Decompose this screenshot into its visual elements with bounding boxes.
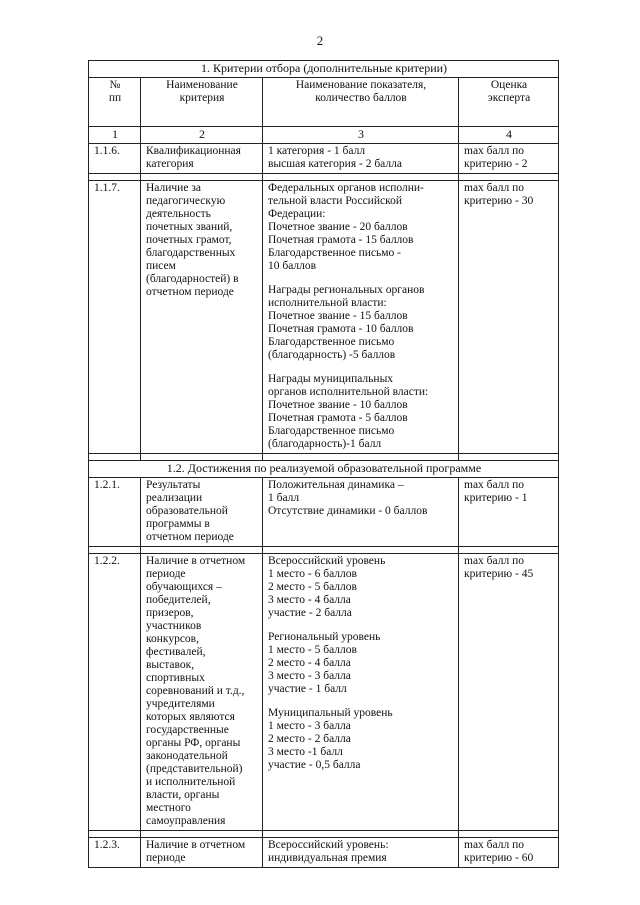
column-number: 3: [263, 127, 459, 144]
expert-score: max балл по критерию - 30: [459, 181, 559, 454]
column-number: 4: [459, 127, 559, 144]
spacer-cell: [141, 831, 263, 838]
criterion-name: Квалификационная категория: [141, 144, 263, 174]
column-number: 1: [89, 127, 141, 144]
section-title: 1.2. Достижения по реализуемой образовательной программе: [89, 461, 559, 478]
criterion-name: Наличие в отчетном периоде: [141, 838, 263, 868]
section-header-2: [89, 461, 559, 478]
criterion-name: Наличие за педагогическую деятельность почетных званий, почетных грамот, благодарственных писем (благодарностей) в отчетном периоде: [141, 181, 263, 454]
row-spacer: [89, 454, 559, 461]
indicator-paragraph: Федеральных органов исполни- тельной власти Российской Федерации: Почетное звание - 20 баллов Почетная грамота - 15 баллов Благодарственное письмо - 10 баллов: [268, 182, 424, 272]
header-indicator: Наименование показателя, количество баллов: [263, 78, 459, 127]
spacer-cell: [459, 454, 559, 461]
indicator-cell: [263, 554, 459, 831]
indicator-paragraph: 1 категория - 1 балл высшая категория - 2 балла: [268, 145, 402, 170]
expert-score: max балл по критерию - 2: [459, 144, 559, 174]
row-number: 1.1.6.: [89, 144, 141, 174]
row-number: 1.2.1.: [89, 478, 141, 547]
indicator-cell: [263, 181, 459, 454]
section-header-1: [89, 61, 559, 78]
indicator-cell: [263, 838, 459, 868]
row-spacer: [89, 174, 559, 181]
criteria-row: [89, 554, 559, 831]
row-number: 1.2.3.: [89, 838, 141, 868]
column-number-row: [89, 127, 559, 144]
spacer-cell: [459, 547, 559, 554]
indicator-cell: [263, 144, 459, 174]
indicator-paragraph: Муниципальный уровень 1 место - 3 балла 2 место - 2 балла 3 место -1 балл участие - 0,5 балла: [268, 707, 393, 771]
indicator-paragraph: Положительная динамика – 1 балл Отсутствие динамики - 0 баллов: [268, 479, 428, 517]
expert-score: max балл по критерию - 60: [459, 838, 559, 868]
spacer-cell: [141, 174, 263, 181]
spacer-cell: [89, 831, 141, 838]
column-number: 2: [141, 127, 263, 144]
spacer-cell: [89, 174, 141, 181]
spacer-cell: [141, 547, 263, 554]
indicator-paragraph: Награды региональных органов исполнительной власти: Почетное звание - 15 баллов Почетная грамота - 10 баллов Благодарственное письмо (благодарность) -5 баллов: [268, 284, 425, 361]
row-spacer: [89, 547, 559, 554]
spacer-cell: [459, 831, 559, 838]
criterion-name: Наличие в отчетном периоде обучающихся – победителей, призеров, участников конкурсов, фестивалей, выставок, спортивных соревнований и т.д., учредителями которых являются государственные органы РФ, органы законодательной (представительной) и исполнительной власти, органы местного самоуправления: [141, 554, 263, 831]
spacer-cell: [89, 547, 141, 554]
column-header-row: [89, 78, 559, 127]
criteria-row: [89, 478, 559, 547]
header-num: № пп: [89, 78, 141, 127]
spacer-cell: [459, 174, 559, 181]
spacer-cell: [263, 174, 459, 181]
page-number: 2: [316, 33, 324, 48]
indicator-paragraph: Награды муниципальных органов исполнительной власти: Почетное звание - 10 баллов Почетная грамота - 5 баллов Благодарственное письмо (благодарность)-1 балл: [268, 373, 429, 450]
spacer-cell: [89, 454, 141, 461]
criteria-row: [89, 838, 559, 868]
indicator-cell: [263, 478, 459, 547]
section-title: 1. Критерии отбора (дополнительные критерии): [89, 61, 559, 78]
indicator-paragraph: Региональный уровень 1 место - 5 баллов 2 место - 4 балла 3 место - 3 балла участие - 1 балл: [268, 631, 381, 695]
criteria-row: [89, 144, 559, 174]
criteria-table: [88, 60, 559, 868]
spacer-cell: [263, 454, 459, 461]
criteria-row: [89, 181, 559, 454]
spacer-cell: [263, 547, 459, 554]
row-spacer: [89, 831, 559, 838]
spacer-cell: [141, 454, 263, 461]
header-score: Оценка эксперта: [459, 78, 559, 127]
spacer-cell: [263, 831, 459, 838]
expert-score: max балл по критерию - 1: [459, 478, 559, 547]
criterion-name: Результаты реализации образовательной программы в отчетном периоде: [141, 478, 263, 547]
row-number: 1.1.7.: [89, 181, 141, 454]
header-name: Наименование критерия: [141, 78, 263, 127]
row-number: 1.2.2.: [89, 554, 141, 831]
expert-score: max балл по критерию - 45: [459, 554, 559, 831]
indicator-paragraph: Всероссийский уровень 1 место - 6 баллов 2 место - 5 баллов 3 место - 4 балла участие - 2 балла: [268, 555, 386, 619]
indicator-paragraph: Всероссийский уровень: индивидуальная премия: [268, 839, 389, 864]
